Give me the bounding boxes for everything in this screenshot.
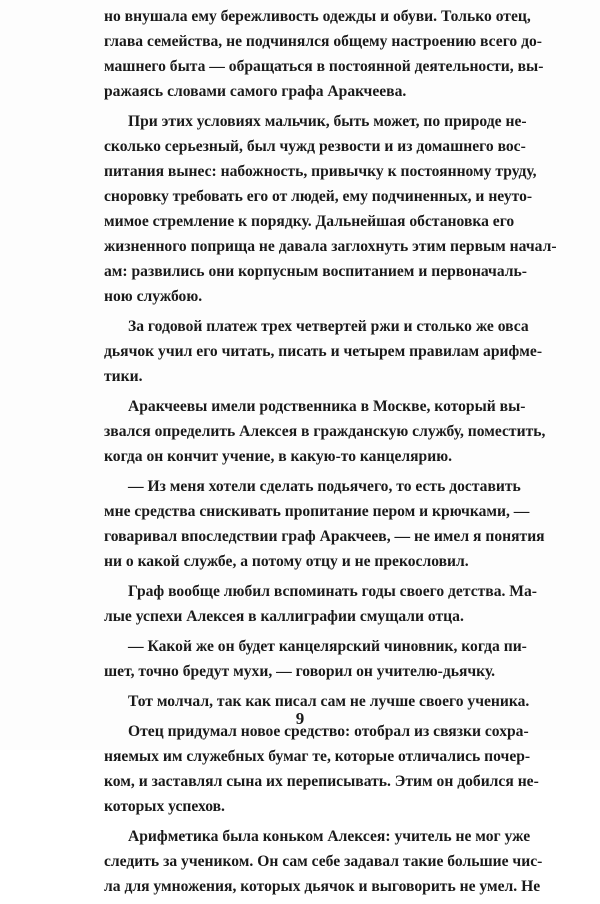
paragraph (104, 394, 546, 469)
page-number: 9 (295, 709, 305, 728)
body-text (104, 4, 557, 904)
paragraph (104, 4, 544, 104)
text-line: Граф вообще любил вспоминать годы своего детства. Ма- (128, 583, 537, 600)
text-line: няемых им служебных бумаг те, которые отличались почер- (104, 748, 531, 765)
text-line: жизненного поприща не давала заглохнуть этим первым начал- (104, 238, 557, 255)
text-line: машнего быта — обращаться в постоянной деятельности, вы- (104, 58, 544, 75)
paragraph (104, 579, 537, 629)
text-line: мимое стремление к порядку. Дальнейшая обстановка его (104, 213, 515, 230)
text-line: когда он кончит учение, в какую-то канцелярию. (104, 448, 453, 465)
text-line: глава семейства, не подчинялся общему настроению всего до- (104, 33, 542, 50)
text-line: сколько серьезный, был чужд резвости и из домашнего вос- (104, 138, 526, 155)
text-line: питания вынес: набожность, привычку к постоянному труду, (104, 163, 537, 180)
text-line: тики. (104, 368, 143, 385)
text-line: следить за учеником. Он сам себе задавал такие большие чис- (104, 853, 543, 870)
text-line: которых успехов. (104, 798, 225, 815)
text-line: Отец придумал новое средство: отобрал из связки сохра- (128, 723, 529, 740)
text-line: Аракчеевы имели родственника в Москве, который вы- (128, 398, 526, 415)
text-line: дьячок учил его читать, писать и четырем правилам арифме- (104, 343, 543, 360)
text-line: лые успехи Алексея в каллиграфии смущали отца. (104, 608, 464, 625)
text-line: но внушала ему бережливость одежды и обуви. Только отец, (104, 8, 531, 25)
text-line: шет, точно бредут мухи, — говорил он учителю-дьячку. (104, 663, 496, 680)
text-line: сноровку требовать его от людей, ему подчиненных, и неуто- (104, 188, 533, 205)
text-line: — Какой же он будет канцелярский чиновник, когда пи- (128, 638, 527, 655)
text-line: Тот молчал, так как писал сам не лучше своего ученика. (128, 693, 530, 710)
text-line: — Из меня хотели сделать подьячего, то есть доставить (128, 478, 521, 495)
text-line: При этих условиях мальчик, быть может, по природе не- (128, 113, 527, 130)
text-line: ни о какой службе, а потому отцу и не прекословил. (104, 553, 469, 570)
paragraph (104, 474, 545, 574)
text-line: звался определить Алексея в гражданскую службу, поместить, (104, 423, 546, 440)
text-line: ла для умножения, которых дьячок и выговорить не умел. Не (104, 878, 541, 895)
text-line: Арифметика была коньком Алексея: учитель не мог уже (128, 828, 531, 845)
paragraph (104, 824, 543, 899)
text-line: ною службою. (104, 288, 203, 305)
paragraph (104, 314, 543, 389)
paragraph (104, 634, 527, 684)
text-line: ражаясь словами самого графа Аракчеева. (104, 83, 407, 100)
text-line: За годовой платеж трех четвертей ржи и столько же овса (128, 318, 529, 335)
paragraph (104, 109, 557, 309)
text-line: говаривал впоследствии граф Аракчеев, — не имел я понятия (104, 528, 545, 545)
text-line: мне средства снискивать пропитание пером и крючками, — (104, 503, 530, 520)
text-line: ам: развились они корпусным воспитанием и первоначаль- (104, 263, 527, 280)
text-line: ком, и заставлял сына их переписывать. Этим он добился не- (104, 773, 539, 790)
paragraph (104, 719, 539, 819)
